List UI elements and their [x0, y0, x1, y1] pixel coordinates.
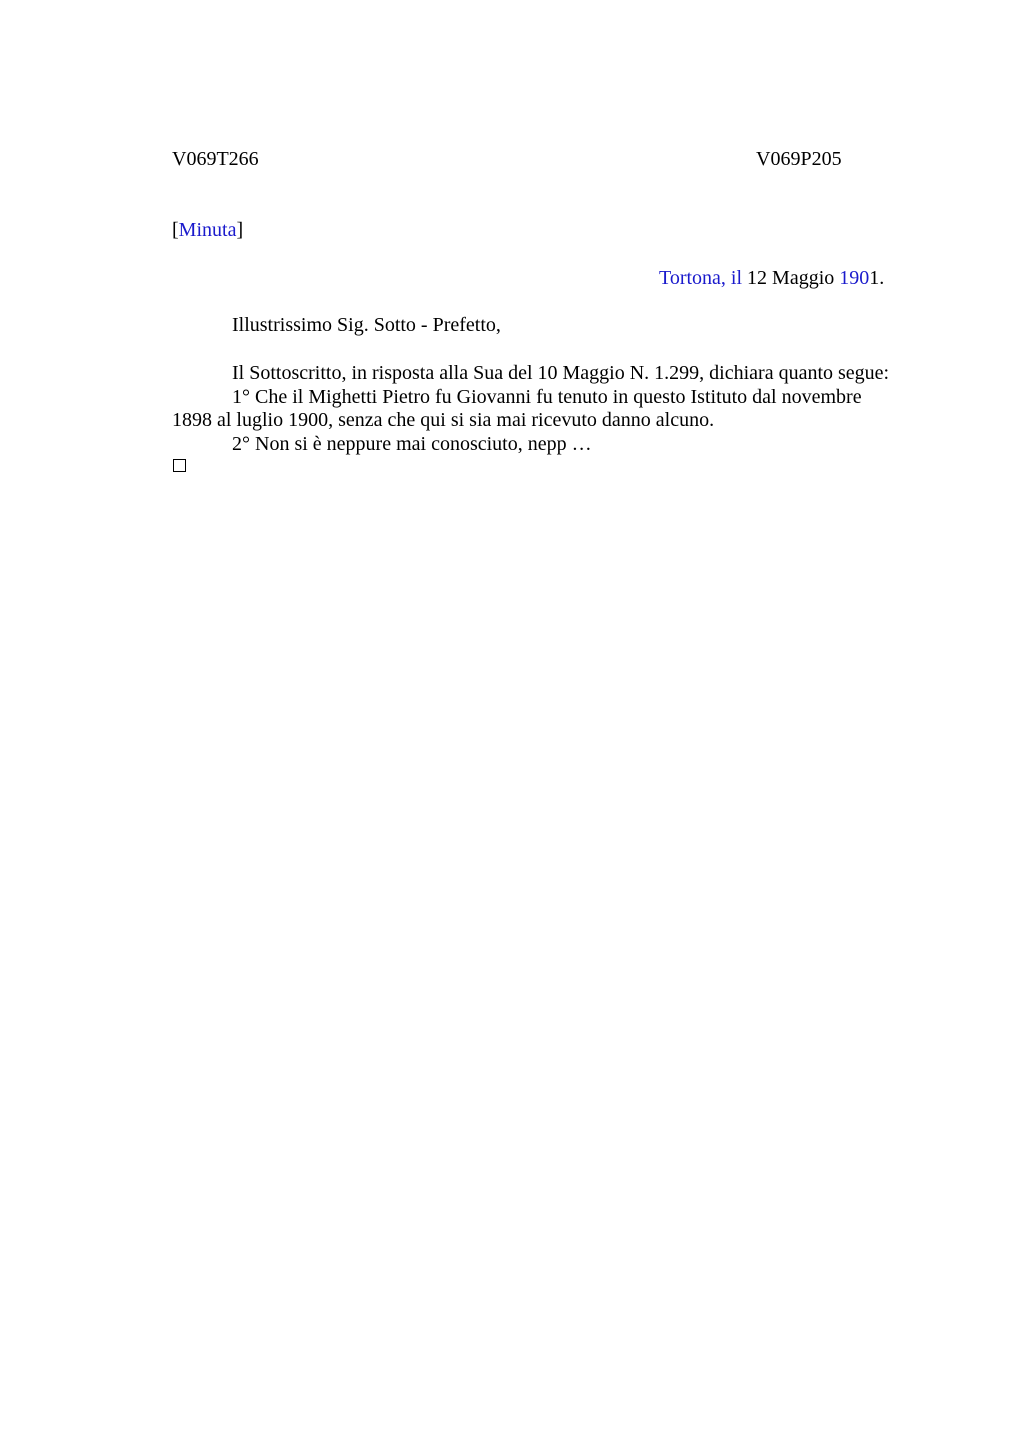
document-code-left: V069T266: [172, 148, 259, 170]
body-paragraph-2-line-2: 1898 al luglio 1900, senza che qui si sia mai ricevuto danno alcuno.: [172, 409, 715, 431]
minuta-close-bracket: ]: [236, 219, 244, 241]
date-year-prefix: 190: [839, 267, 870, 289]
document-code-right: V069P205: [756, 148, 842, 170]
date-year-suffix: 1.: [869, 267, 885, 289]
date-day-month: 12 Maggio: [742, 267, 840, 289]
minuta-label: Minuta: [178, 219, 237, 241]
body-paragraph-1: Il Sottoscritto, in risposta alla Sua del 10 Maggio N. 1.299, dichiara quanto segue:: [232, 362, 890, 384]
minuta-note: [172, 218, 243, 242]
salutation: Illustrissimo Sig. Sotto - Prefetto,: [232, 314, 501, 336]
minuta-open-bracket: [: [172, 219, 179, 241]
body-paragraph-2-line-1: 1° Che il Mighetti Pietro fu Giovanni fu tenuto in questo Istituto dal novembre: [232, 386, 862, 408]
date-line: [659, 266, 884, 290]
body-paragraph-3: 2° Non si è neppure mai conosciuto, nepp …: [232, 433, 592, 455]
date-place: Tortona, il: [659, 267, 743, 289]
empty-box-icon: [173, 459, 186, 472]
